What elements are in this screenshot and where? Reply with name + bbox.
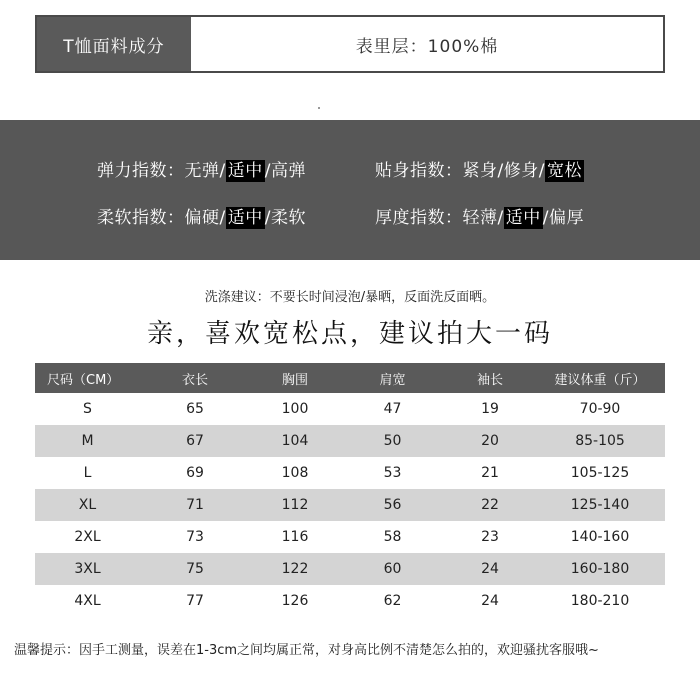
table-cell: 67	[186, 433, 204, 449]
table-cell: 62	[383, 593, 402, 609]
table-cell: 122	[281, 561, 309, 577]
table-cell: 105-125	[570, 465, 630, 481]
table-cell: 56	[383, 497, 402, 513]
table-cell: 112	[281, 497, 309, 513]
table-cell: 75	[186, 561, 204, 577]
softness-index	[97, 203, 306, 228]
index-option: 偏硬	[184, 208, 220, 228]
table-cell: 53	[383, 465, 402, 481]
table-cell: 140-160	[570, 529, 630, 545]
header-size: 尺码（CM）	[47, 372, 120, 388]
index-name: 柔软指数：	[97, 208, 185, 228]
header-weight: 建议体重（斤）	[554, 372, 646, 388]
header-shoulder: 肩宽	[379, 372, 406, 388]
option-separator: /	[264, 208, 271, 228]
index-name: 贴身指数：	[375, 161, 463, 181]
size-advice-headline: 亲，喜欢宽松点，建议拍大一码	[146, 319, 553, 349]
table-cell: 100	[281, 401, 309, 417]
option-separator: /	[538, 161, 545, 181]
table-cell: S	[83, 401, 92, 417]
table-cell: 23	[481, 529, 499, 545]
table-row	[35, 489, 665, 521]
table-row	[35, 457, 665, 489]
option-separator: /	[497, 208, 504, 228]
table-row	[35, 585, 665, 617]
index-option-selected: 适中	[505, 208, 541, 228]
indices-panel	[0, 120, 700, 260]
table-cell: 22	[481, 497, 499, 513]
fit-index	[375, 156, 584, 181]
index-option: 无弹	[184, 161, 220, 181]
header-length: 衣长	[181, 372, 208, 388]
measurement-note: 温馨提示：因手工测量，误差在1-3cm之间均属正常，对身高比例不清楚怎么拍的，欢迎骚扰客服哦~	[14, 643, 599, 658]
header-sleeve: 袖长	[476, 372, 503, 388]
table-cell: 85-105	[575, 433, 625, 449]
table-cell: 126	[281, 593, 309, 609]
option-separator: /	[219, 161, 226, 181]
table-cell: 24	[481, 593, 499, 609]
table-cell: XL	[78, 497, 97, 513]
index-option: 柔软	[270, 208, 306, 228]
fabric-label: T恤面料成分	[37, 17, 191, 71]
table-cell: 2XL	[74, 529, 101, 545]
index-option-selected: 宽松	[546, 161, 582, 181]
elasticity-index	[97, 156, 306, 181]
table-cell: L	[83, 465, 92, 481]
table-cell: 19	[481, 401, 499, 417]
option-separator: /	[219, 208, 226, 228]
index-option: 偏厚	[548, 208, 584, 228]
table-row	[35, 521, 665, 553]
size-table	[35, 363, 665, 617]
table-cell: 3XL	[74, 561, 101, 577]
table-row	[35, 425, 665, 457]
table-cell: 47	[383, 401, 402, 417]
fabric-value: 表里层：100%棉	[191, 17, 663, 71]
table-cell: 4XL	[74, 593, 101, 609]
fabric-composition-box	[35, 15, 665, 73]
index-option: 轻薄	[462, 208, 498, 228]
table-cell: 58	[383, 529, 402, 545]
wash-advice: 洗涤建议：不要长时间浸泡/暴晒，反面洗反面晒。	[204, 290, 496, 305]
header-chest: 胸围	[281, 372, 308, 388]
index-option: 紧身	[462, 161, 498, 181]
index-option-selected: 适中	[227, 161, 263, 181]
table-cell: 104	[281, 433, 309, 449]
table-cell: 71	[186, 497, 204, 513]
table-cell: 65	[186, 401, 204, 417]
table-cell: 21	[481, 465, 499, 481]
option-separator: /	[542, 208, 549, 228]
table-cell: 70-90	[579, 401, 621, 417]
table-cell: M	[81, 433, 94, 449]
table-cell: 108	[281, 465, 309, 481]
table-cell: 24	[481, 561, 499, 577]
option-separator: /	[497, 161, 504, 181]
table-row	[35, 553, 665, 585]
index-option-selected: 适中	[227, 208, 263, 228]
table-cell: 160-180	[570, 561, 630, 577]
table-cell: 125-140	[570, 497, 630, 513]
index-option: 修身	[503, 161, 539, 181]
table-cell: 60	[383, 561, 402, 577]
table-cell: 116	[281, 529, 309, 545]
option-separator: /	[264, 161, 271, 181]
index-name: 弹力指数：	[97, 161, 185, 181]
table-cell: 69	[186, 465, 204, 481]
index-name: 厚度指数：	[375, 208, 463, 228]
table-cell: 50	[383, 433, 402, 449]
size-table-header	[35, 363, 665, 393]
size-table-body	[35, 393, 665, 617]
index-option: 高弹	[270, 161, 306, 181]
table-cell: 20	[481, 433, 499, 449]
table-cell: 180-210	[570, 593, 630, 609]
table-cell: 73	[186, 529, 204, 545]
table-cell: 77	[186, 593, 204, 609]
table-row	[35, 393, 665, 425]
thickness-index	[375, 203, 584, 228]
decorative-dot	[318, 107, 320, 109]
